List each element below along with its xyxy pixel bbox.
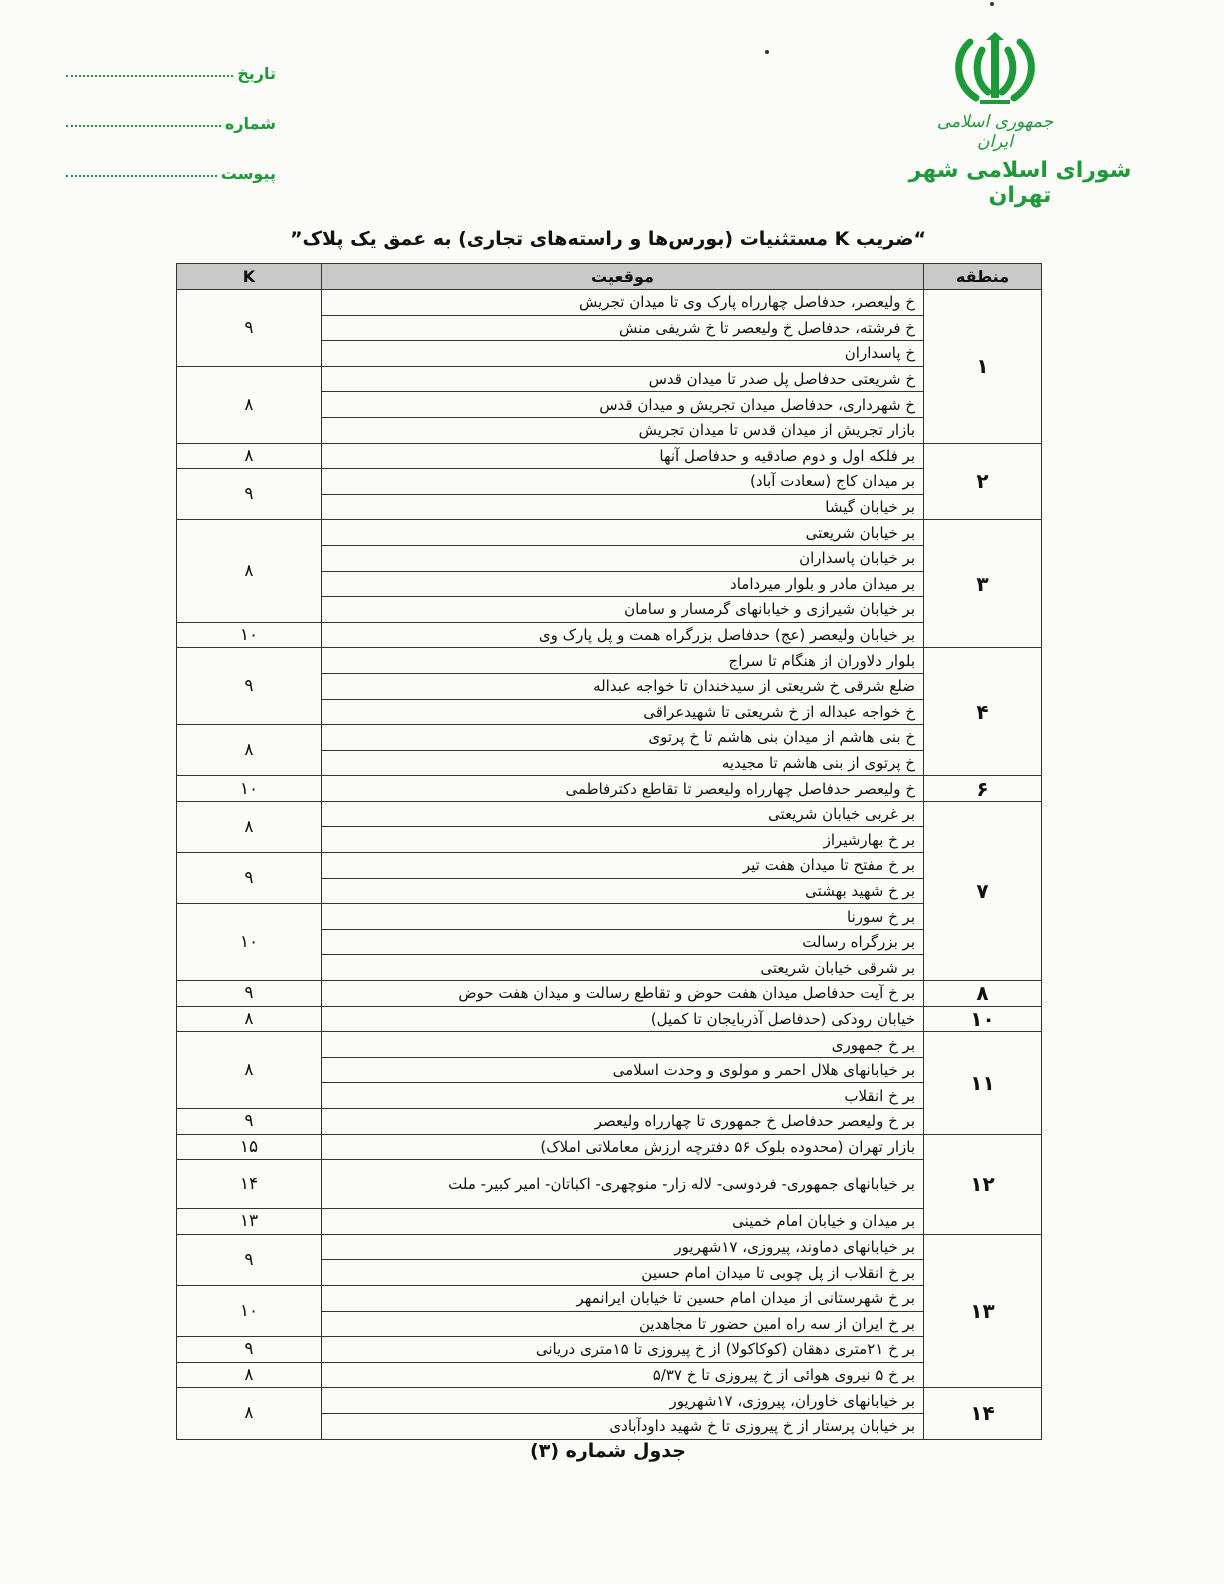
location-cell: بر غربی خیابان شریعتی — [322, 801, 924, 827]
location-cell: بر خیابان ولیعصر (عج) حدفاصل بزرگراه همت و پل پارک وی — [322, 622, 924, 648]
k-value-cell: ۹ — [177, 853, 322, 904]
table-row — [177, 1134, 1042, 1160]
k-value-cell: ۸ — [177, 725, 322, 776]
region-cell: ۱۰ — [924, 1006, 1042, 1032]
k-value-cell: ۸ — [177, 1362, 322, 1388]
table-title: “ضریب K مستثنیات (بورس‌ها و راسته‌های تجاری) به عمق یک پلاک” — [290, 228, 926, 250]
k-value-cell: ۱۰ — [177, 1285, 322, 1336]
region-cell: ۸ — [924, 981, 1042, 1007]
k-value-cell: ۹ — [177, 469, 322, 520]
location-cell: بلوار دلاوران از هنگام تا سراج — [322, 648, 924, 674]
location-cell: بر میدان مادر و بلوار میرداماد — [322, 571, 924, 597]
location-cell: بر خیابان پرستار از خ پیروزی تا خ شهید داودآبادی — [322, 1413, 924, 1439]
location-cell: بر میدان و خیابان امام خمینی — [322, 1209, 924, 1235]
iran-emblem-icon — [940, 30, 1050, 110]
region-cell: ۳ — [924, 520, 1042, 648]
k-value-cell: ۱۴ — [177, 1160, 322, 1209]
location-cell: خ پرتوی از بنی هاشم تا مجیدیه — [322, 750, 924, 776]
table-row — [177, 801, 1042, 827]
number-dotted-line — [66, 124, 221, 127]
location-cell: بر خیابان شیرازی و خیابانهای گرمسار و سامان — [322, 597, 924, 623]
table-body — [177, 290, 1042, 1440]
k-value-cell: ۸ — [177, 443, 322, 469]
location-cell: خ پاسداران — [322, 341, 924, 367]
table-row — [177, 622, 1042, 648]
k-value-cell: ۹ — [177, 981, 322, 1007]
council-name: شورای اسلامی شهر تهران — [908, 158, 1132, 208]
k-value-cell: ۸ — [177, 1006, 322, 1032]
table-row — [177, 520, 1042, 546]
region-cell: ۷ — [924, 801, 1042, 980]
location-cell: ضلع شرقی خ شریعتی از سیدخندان تا خواجه عبداله — [322, 673, 924, 699]
k-value-cell: ۸ — [177, 520, 322, 622]
k-value-cell: ۹ — [177, 1337, 322, 1363]
k-value-cell: ۸ — [177, 1388, 322, 1439]
table-row — [177, 366, 1042, 392]
region-cell: ۱۳ — [924, 1234, 1042, 1388]
table-row — [177, 648, 1042, 674]
table-row — [177, 776, 1042, 802]
table-row — [177, 1337, 1042, 1363]
location-cell: بر خیابانهای جمهوری- فردوسی- لاله زار- منوچهری- اکباتان- امیر کبیر- ملت — [322, 1160, 924, 1209]
table-row — [177, 1285, 1042, 1311]
k-value-cell: ۱۵ — [177, 1134, 322, 1160]
location-cell: بر بزرگراه رسالت — [322, 929, 924, 955]
location-cell: بر خیابان شریعتی — [322, 520, 924, 546]
table-row — [177, 443, 1042, 469]
table-row — [177, 290, 1042, 316]
scan-speck — [765, 50, 769, 54]
location-cell: بر خ بهارشیراز — [322, 827, 924, 853]
table-row — [177, 1109, 1042, 1135]
table-row — [177, 1388, 1042, 1414]
location-cell: بر خ ولیعصر حدفاصل خ جمهوری تا چهارراه ولیعصر — [322, 1109, 924, 1135]
table-row — [177, 1362, 1042, 1388]
location-cell: خ خواجه عبداله از خ شریعتی تا شهیدعراقی — [322, 699, 924, 725]
date-dotted-line — [66, 74, 233, 77]
table-row — [177, 469, 1042, 495]
number-field — [66, 108, 276, 133]
location-cell: بر خ شهید بهشتی — [322, 878, 924, 904]
location-cell: بر خ ۲۱متری دهقان (کوکاکولا) از خ پیروزی تا ۱۵متری دریانی — [322, 1337, 924, 1363]
k-value-cell: ۹ — [177, 290, 322, 367]
table-row — [177, 981, 1042, 1007]
k-value-cell: ۹ — [177, 648, 322, 725]
location-cell: خ ولیعصر، حدفاصل چهارراه پارک وی تا میدان تجریش — [322, 290, 924, 316]
location-cell: بر خ مفتح تا میدان هفت تیر — [322, 853, 924, 879]
location-cell: بر خیابانهای خاوران، پیروزی، ۱۷شهریور — [322, 1388, 924, 1414]
k-value-cell: ۱۰ — [177, 904, 322, 981]
table-row — [177, 904, 1042, 930]
table-row — [177, 1234, 1042, 1260]
region-header: منطقه — [924, 264, 1042, 290]
location-cell: بر خیابانهای دماوند، پیروزی، ۱۷شهریور — [322, 1234, 924, 1260]
location-cell: بر خ جمهوری — [322, 1032, 924, 1058]
table-row — [177, 725, 1042, 751]
table-caption: جدول شماره (۳) — [530, 1440, 686, 1462]
attachment-dotted-line — [66, 174, 217, 177]
location-cell: بر خیابانهای هلال احمر و مولوی و وحدت اسلامی — [322, 1057, 924, 1083]
region-cell: ۱۲ — [924, 1134, 1042, 1234]
table-row — [177, 853, 1042, 879]
table-row — [177, 1160, 1042, 1209]
scan-speck — [990, 2, 994, 6]
k-value-cell: ۸ — [177, 366, 322, 443]
location-cell: بر خ سورنا — [322, 904, 924, 930]
region-cell: ۱۴ — [924, 1388, 1042, 1439]
location-header: موقعیت — [322, 264, 924, 290]
location-cell: بر خ انقلاب — [322, 1083, 924, 1109]
republic-wordmark: جمهوری اسلامی ایران — [936, 112, 1054, 152]
location-cell: بر فلکه اول و دوم صادقیه و حدفاصل آنها — [322, 443, 924, 469]
k-value-cell: ۹ — [177, 1234, 322, 1285]
region-cell: ۱ — [924, 290, 1042, 444]
location-cell: بر خ ایران از سه راه امین حضور تا مجاهدین — [322, 1311, 924, 1337]
location-cell: بر خیابان پاسداران — [322, 545, 924, 571]
attachment-field — [66, 158, 276, 183]
location-cell: بر خ آیت حدفاصل میدان هفت حوض و تقاطع رسالت و میدان هفت حوض — [322, 981, 924, 1007]
k-coefficient-table — [176, 263, 1042, 1440]
location-cell: بر خ انقلاب از پل چوبی تا میدان امام حسین — [322, 1260, 924, 1286]
location-cell: بر خ ۵ نیروی هوائی از خ پیروزی تا خ ۵/۳۷ — [322, 1362, 924, 1388]
region-cell: ۲ — [924, 443, 1042, 520]
table-row — [177, 1209, 1042, 1235]
attachment-label: پیوست — [220, 164, 276, 183]
table-header-row — [177, 264, 1042, 290]
k-value-cell: ۱۳ — [177, 1209, 322, 1235]
k-value-cell: ۸ — [177, 1032, 322, 1109]
table-row — [177, 1006, 1042, 1032]
k-value-cell: ۹ — [177, 1109, 322, 1135]
location-cell: بر خیابان گیشا — [322, 494, 924, 520]
location-cell: خ ولیعصر حدفاصل چهارراه ولیعصر تا تقاطع دکترفاطمی — [322, 776, 924, 802]
location-cell: بازار تهران (محدوده بلوک ۵۶ دفترچه ارزش معاملاتی املاک) — [322, 1134, 924, 1160]
location-cell: خ بنی هاشم از میدان بنی هاشم تا خ پرتوی — [322, 725, 924, 751]
region-cell: ۶ — [924, 776, 1042, 802]
location-cell: خ شریعتی حدفاصل پل صدر تا میدان قدس — [322, 366, 924, 392]
k-value-cell: ۱۰ — [177, 776, 322, 802]
location-cell: خیابان رودکی (حدفاصل آذربایجان تا کمیل) — [322, 1006, 924, 1032]
header-fields — [66, 58, 276, 208]
location-cell: بر شرقی خیابان شریعتی — [322, 955, 924, 981]
k-value-cell: ۸ — [177, 801, 322, 852]
region-cell: ۱۱ — [924, 1032, 1042, 1134]
number-label: شماره — [224, 114, 276, 133]
location-cell: بر خ شهرستانی از میدان امام حسین تا خیابان ایرانمهر — [322, 1285, 924, 1311]
location-cell: خ فرشته، حدفاصل خ ولیعصر تا خ شریفی منش — [322, 315, 924, 341]
region-cell: ۴ — [924, 648, 1042, 776]
table-row — [177, 1032, 1042, 1058]
k-value-cell: ۱۰ — [177, 622, 322, 648]
date-label: تاریخ — [237, 64, 276, 83]
location-cell: بازار تجریش از میدان قدس تا میدان تجریش — [322, 417, 924, 443]
location-cell: خ شهرداری، حدفاصل میدان تجریش و میدان قدس — [322, 392, 924, 418]
date-field — [66, 58, 276, 83]
location-cell: بر میدان کاج (سعادت آباد) — [322, 469, 924, 495]
k-header: K — [177, 264, 322, 290]
